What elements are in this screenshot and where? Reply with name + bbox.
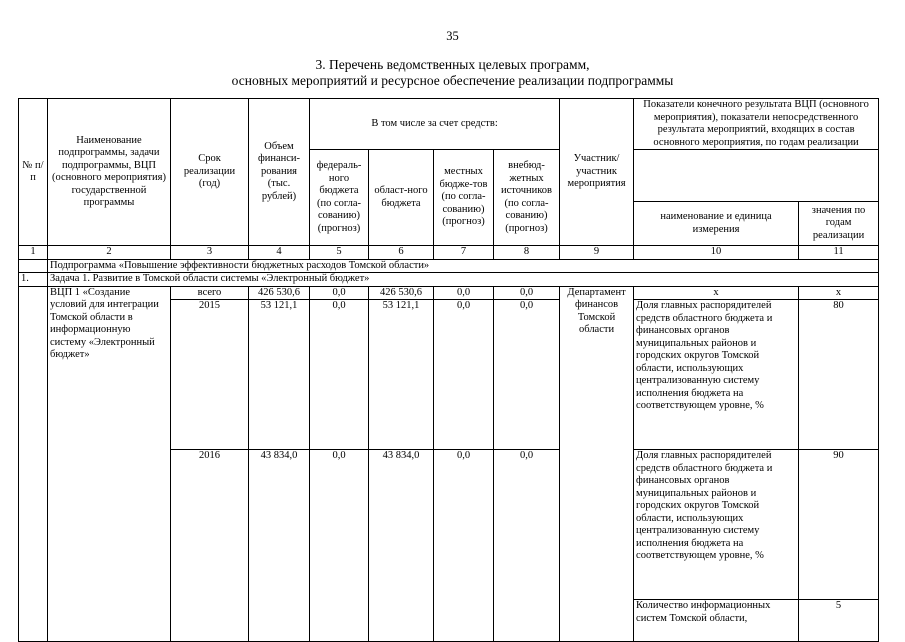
header-volume: Объем финанси-рования (тыс. рублей) xyxy=(249,99,310,246)
header-indicator-value: значения по годам реализации xyxy=(799,202,879,246)
volume-cell: 426 530,6 xyxy=(249,286,310,300)
indicator-name: Доля главных распорядителей средств областного бюджета и финансовых органов муниципальных районов и городских округов Томской области, использующих централизованную систему исполнения бюджета на соответствующем уровне, % xyxy=(634,450,799,600)
indicator-value: 80 xyxy=(799,300,879,450)
col-number: 3 xyxy=(171,246,249,260)
task-row xyxy=(19,273,879,287)
vcp-total-row xyxy=(19,286,879,300)
col-number: 4 xyxy=(249,246,310,260)
col-number: 1 xyxy=(19,246,48,260)
header-indicators: Показатели конечного результата ВЦП (основного мероприятия), показатели непосредственного результата мероприятий, входящих в состав основного мероприятия, по годам реализации xyxy=(634,99,879,150)
header-local: местных бюдже-тов (по согла-сованию) (прогноз) xyxy=(434,150,494,246)
indicator-value: 5 xyxy=(799,600,879,642)
vcp-name: ВЦП 1 «Создание условий для интеграции Томской области в информационную систему «Электронный бюджет» xyxy=(48,286,171,642)
col-number: 11 xyxy=(799,246,879,260)
header-federal: федераль-ного бюджета (по согла-сованию) (прогноз) xyxy=(310,150,369,246)
col-number: 2 xyxy=(48,246,171,260)
volume-cell: 53 121,1 xyxy=(249,300,310,450)
program-table xyxy=(18,98,879,642)
subprogram-row xyxy=(19,259,879,273)
header-participant: Участник/ участник мероприятия xyxy=(560,99,634,246)
indicator-name-total: x xyxy=(634,286,799,300)
federal-cell: 0,0 xyxy=(310,450,369,642)
title-line-1: 3. Перечень ведомственных целевых программ, xyxy=(315,57,590,72)
task-title: Задача 1. Развитие в Томской области системы «Электронный бюджет» xyxy=(48,273,879,287)
indicator-name: Количество информационных систем Томской области, xyxy=(634,600,799,642)
year-cell: 2016 xyxy=(171,450,249,642)
vcp-num-cell xyxy=(19,286,48,642)
title-line-2: основных мероприятий и ресурсное обеспечение реализации подпрограммы xyxy=(231,73,674,88)
federal-cell: 0,0 xyxy=(310,286,369,300)
regional-cell: 53 121,1 xyxy=(369,300,434,450)
offbudget-cell: 0,0 xyxy=(494,450,560,642)
federal-cell: 0,0 xyxy=(310,300,369,450)
year-cell: 2015 xyxy=(171,300,249,450)
header-offbudget: внебюд-жетных источников (по согла-сованию) (прогноз) xyxy=(494,150,560,246)
header-regional: област-ного бюджета xyxy=(369,150,434,246)
volume-cell: 43 834,0 xyxy=(249,450,310,642)
header-term: Срок реализации (год) xyxy=(171,99,249,246)
column-numbers-row xyxy=(19,246,879,260)
task-number: 1. xyxy=(19,273,48,287)
local-cell: 0,0 xyxy=(434,286,494,300)
indicator-value-total: x xyxy=(799,286,879,300)
subprogram-title: Подпрограмма «Повышение эффективности бюджетных расходов Томской области» xyxy=(48,259,879,273)
col-number: 8 xyxy=(494,246,560,260)
indicator-value: 90 xyxy=(799,450,879,600)
col-number: 6 xyxy=(369,246,434,260)
header-indicator-name: наименование и единица измерения xyxy=(634,202,799,246)
regional-cell: 43 834,0 xyxy=(369,450,434,642)
vcp-participant: Департамент финансов Томской области xyxy=(560,286,634,642)
section-title xyxy=(0,57,905,89)
indicator-name: Доля главных распорядителей средств областного бюджета и финансовых органов муниципальных районов и городских округов Томской области, использующих централизованную систему исполнения бюджета на соответствующем уровне, % xyxy=(634,300,799,450)
offbudget-cell: 0,0 xyxy=(494,300,560,450)
local-cell: 0,0 xyxy=(434,450,494,642)
local-cell: 0,0 xyxy=(434,300,494,450)
col-number: 5 xyxy=(310,246,369,260)
header-including: В том числе за счет средств: xyxy=(310,99,560,150)
col-number: 7 xyxy=(434,246,494,260)
header-name: Наименование подпрограммы, задачи подпрограммы, ВЦП (основного мероприятия) государственной программы xyxy=(48,99,171,246)
offbudget-cell: 0,0 xyxy=(494,286,560,300)
header-num: № п/п xyxy=(19,99,48,246)
col-number: 9 xyxy=(560,246,634,260)
page-number: 35 xyxy=(446,29,459,43)
year-cell: всего xyxy=(171,286,249,300)
col-number: 10 xyxy=(634,246,799,260)
regional-cell: 426 530,6 xyxy=(369,286,434,300)
